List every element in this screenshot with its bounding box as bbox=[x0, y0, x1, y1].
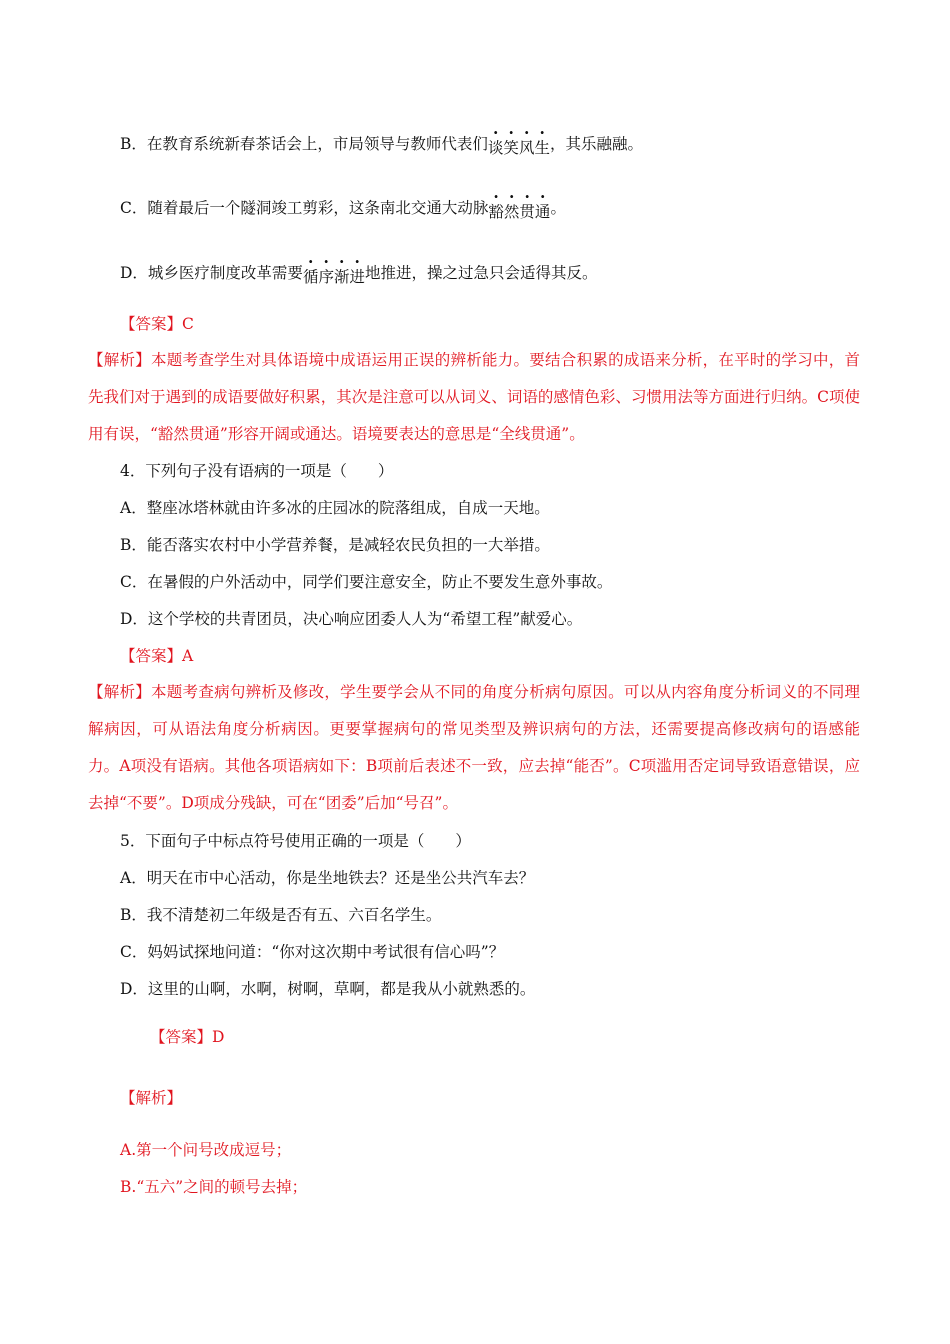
q4-option-a: A．整座冰塔林就由许多冰的庄园冰的院落组成，自成一天地。 bbox=[120, 499, 550, 517]
q3-analysis: 【解析】本题考查学生对具体语境中成语运用正误的辨析能力。要结合积累的成语来分析，在平时的学习中，首先我们对于遇到的成语要做好积累，其次是注意可以从词义、词语的感情色彩、习惯用法等方面进行归纳。C项使用有误，“豁然贯通”形容开阔或通达。语境要表达的意思是“全线贯通”。 bbox=[88, 351, 860, 443]
q5-option-c: C．妈妈试探地问道：“你对这次期中考试很有信心吗”？ bbox=[120, 943, 505, 961]
q5-stem: 5．下面句子中标点符号使用正确的一项是（ ） bbox=[120, 832, 471, 850]
q5-option-a: A．明天在市中心活动，你是坐地铁去？还是坐公共汽车去？ bbox=[120, 869, 535, 887]
q3-option-b: B．在教育系统新春茶话会上，市局领导与教师代表们谈笑风生，其乐融融。 bbox=[120, 135, 643, 157]
q3-option-d: D．城乡医疗制度改革需要循序渐进地推进，操之过急只会适得其反。 bbox=[120, 264, 598, 286]
q4-option-d: D．这个学校的共青团员，决心响应团委人人为“希望工程”献爱心。 bbox=[120, 610, 583, 628]
q4-answer: 【答案】A bbox=[120, 647, 194, 665]
idiom-dotted: 谈笑风生 bbox=[487, 139, 550, 157]
q4-stem: 4．下列句子没有语病的一项是（ ） bbox=[120, 462, 394, 480]
q5-answer-value: D bbox=[212, 1028, 225, 1046]
q5-answer bbox=[150, 1027, 224, 1047]
q5-answer-label: 【答案】 bbox=[150, 1028, 213, 1046]
q5-option-b: B．我不清楚初二年级是否有五、六百名学生。 bbox=[120, 906, 442, 924]
q4-option-c: C．在暑假的户外活动中，同学们要注意安全，防止不要发生意外事故。 bbox=[120, 573, 613, 591]
q4-analysis: 【解析】本题考查病句辨析及修改，学生要学会从不同的角度分析病句原因。可以从内容角度分析词义的不同理解病因，可从语法角度分析病因。更要掌握病句的常见类型及辨识病句的方法，还需要提高修改病句的语感能力。A项没有语病。其他各项语病如下：B项前后表述不一致，应去掉“能否”。C项滥用否定词导致语意错误，应去掉“不要”。D项成分残缺，可在“团委”后加“号召”。 bbox=[88, 683, 860, 812]
idiom-dotted: 循序渐进 bbox=[302, 268, 365, 286]
q5-analysis-line-1: A.第一个问号改成逗号； bbox=[120, 1141, 292, 1159]
q5-option-d: D．这里的山啊，水啊，树啊，草啊，都是我从小就熟悉的。 bbox=[120, 980, 536, 998]
q4-option-b: B．能否落实农村中小学营养餐，是减轻农民负担的一大举措。 bbox=[120, 536, 550, 554]
q3-option-c: C．随着最后一个隧洞竣工剪彩，这条南北交通大动脉豁然贯通。 bbox=[120, 199, 566, 221]
q5-analysis-line-2: B.“五六”之间的顿号去掉； bbox=[120, 1178, 308, 1196]
q5-analysis-label: 【解析】 bbox=[120, 1089, 183, 1107]
idiom-dotted: 豁然贯通 bbox=[488, 203, 551, 221]
q3-answer: 【答案】C bbox=[120, 315, 194, 333]
